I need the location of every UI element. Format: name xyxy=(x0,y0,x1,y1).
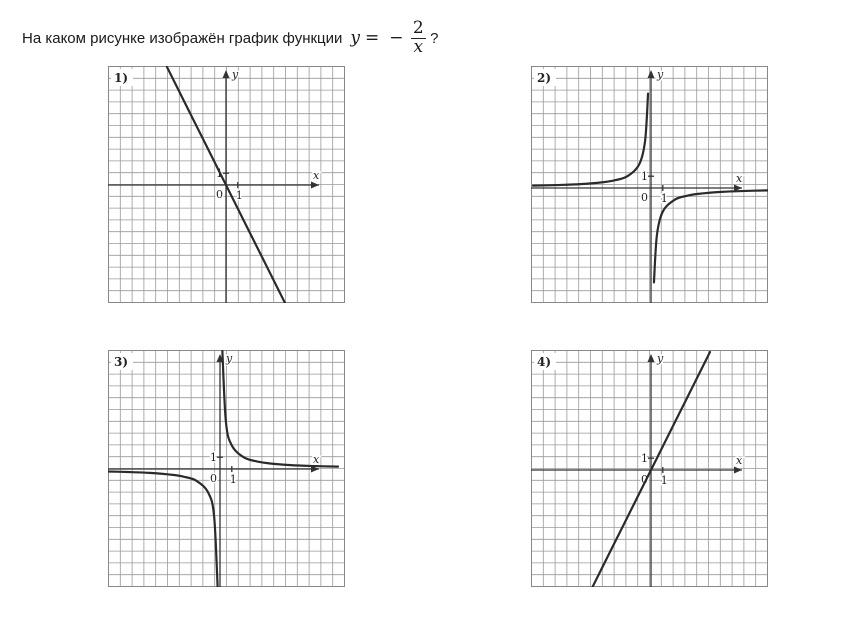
question-prompt: На каком рисунке изображён график функции xyxy=(22,29,343,47)
panel-label: 1) xyxy=(114,71,129,85)
graph-panel-1[interactable] xyxy=(108,66,345,303)
y-axis-label: y xyxy=(657,68,664,81)
y-unit-label: 1 xyxy=(210,451,217,465)
y-unit-label: 1 xyxy=(641,452,648,466)
origin-label: 0 xyxy=(216,188,223,201)
y-axis-arrow xyxy=(223,70,230,78)
graph-1-svg xyxy=(108,66,345,303)
graph-3-svg xyxy=(108,350,345,587)
y-axis-arrow xyxy=(648,70,655,78)
y-unit-label: 1 xyxy=(216,167,223,181)
x-axis-arrow xyxy=(734,467,742,474)
question-text xyxy=(22,14,438,62)
panel-label: 4) xyxy=(537,355,552,369)
question-mark: ? xyxy=(430,29,439,47)
x-unit-label: 1 xyxy=(235,189,243,202)
x-axis-label: x xyxy=(313,169,320,182)
x-axis-label: x xyxy=(313,453,320,466)
function-curve-1 xyxy=(108,471,218,587)
origin-label: 0 xyxy=(210,472,217,485)
formula-denominator: x xyxy=(411,38,427,57)
formula-numerator: 2 xyxy=(412,17,424,38)
grid xyxy=(531,350,768,587)
formula xyxy=(350,17,426,57)
function-curve-2 xyxy=(654,190,768,282)
x-axis-label: x xyxy=(736,172,743,185)
y-axis-label: y xyxy=(226,352,233,365)
y-axis-arrow xyxy=(648,354,655,362)
x-axis-label: x xyxy=(736,454,743,467)
panel-label: 3) xyxy=(114,355,129,369)
y-unit-label: 1 xyxy=(641,170,648,184)
formula-var: y xyxy=(350,28,360,48)
formula-eq: = xyxy=(365,28,380,48)
graph-panel-4[interactable] xyxy=(531,350,768,587)
graph-panel-2[interactable] xyxy=(531,66,768,303)
graph-panel-3[interactable] xyxy=(108,350,345,587)
x-unit-label: 1 xyxy=(660,474,668,487)
graph-4-svg xyxy=(531,350,768,587)
y-axis-label: y xyxy=(232,68,239,81)
x-axis-arrow xyxy=(311,182,319,189)
graph-2-svg xyxy=(531,66,768,303)
x-unit-label: 1 xyxy=(660,192,668,205)
x-unit-label: 1 xyxy=(229,473,237,486)
formula-fraction xyxy=(411,17,427,57)
formula-sign: − xyxy=(389,28,404,48)
origin-label: 0 xyxy=(641,191,648,204)
panel-label: 2) xyxy=(537,71,552,85)
y-axis-label: y xyxy=(657,352,664,365)
origin-label: 0 xyxy=(641,473,648,486)
